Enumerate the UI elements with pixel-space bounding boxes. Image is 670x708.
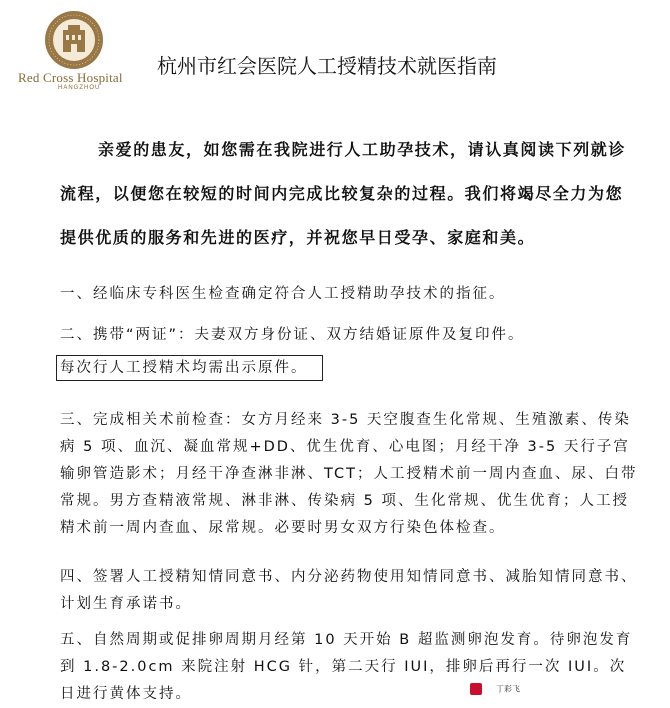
hospital-logo [18, 10, 130, 92]
hospital-seal-icon [44, 10, 104, 70]
signature-stamp [470, 683, 520, 697]
stamp-name: 丁彩飞 [496, 684, 520, 694]
hospital-brand-name: Red Cross Hospital [18, 70, 123, 85]
page-title: 杭州市红会医院人工授精技术就医指南 [157, 54, 497, 78]
intro-text: 亲爱的患友，如您需在我院进行人工助孕技术，请认真阅读下列就诊流程，以便您在较短的时间内完成比较复杂的过程。我们将竭尽全力为您提供优质的服务和先进的医疗，并祝您早日受孕、家庭和美。 [60, 140, 627, 247]
intro-paragraph [60, 128, 640, 260]
item-three: 三、完成相关术前检查：女方月经来 3-5 天空腹查生化常规、生殖激素、传染病 5 项、血沉、凝血常规+DD、优生优育、心电图；月经干净 3-5 天行子宫输卵管造影术；月经干净查淋非淋、TCT；人工授精术前一周内查血、尿、白带常规。男方查精液常规、淋非淋、传染病 5 项、生化常规、优生优育；人工授精术前一周内查血、尿常规。必要时男女双方行染色体检查。 [60, 412, 638, 536]
boxed-note: 每次行人工授精术均需出示原件。 [56, 355, 323, 381]
stamp-icon [470, 683, 482, 695]
hospital-city: HANGZHOU [58, 85, 101, 91]
item-one: 一、经临床专科医生检查确定符合人工授精助孕技术的指征。 [60, 286, 506, 302]
item-two: 二、携带“两证”：夫妻双方身份证、双方结婚证原件及复印件。 [60, 327, 525, 343]
item-four: 四、签署人工授精知情同意书、内分泌药物使用知情同意书、减胎知情同意书、计划生育承诺书。 [60, 569, 638, 612]
item-five: 五、自然周期或促排卵周期月经第 10 天开始 B 超监测卵泡发育。待卵泡发育到 1.8-2.0cm 来院注射 HCG 针，第二天行 IUI，排卵后再行一次 IUI。次日进行黄体支持。 [60, 632, 633, 702]
